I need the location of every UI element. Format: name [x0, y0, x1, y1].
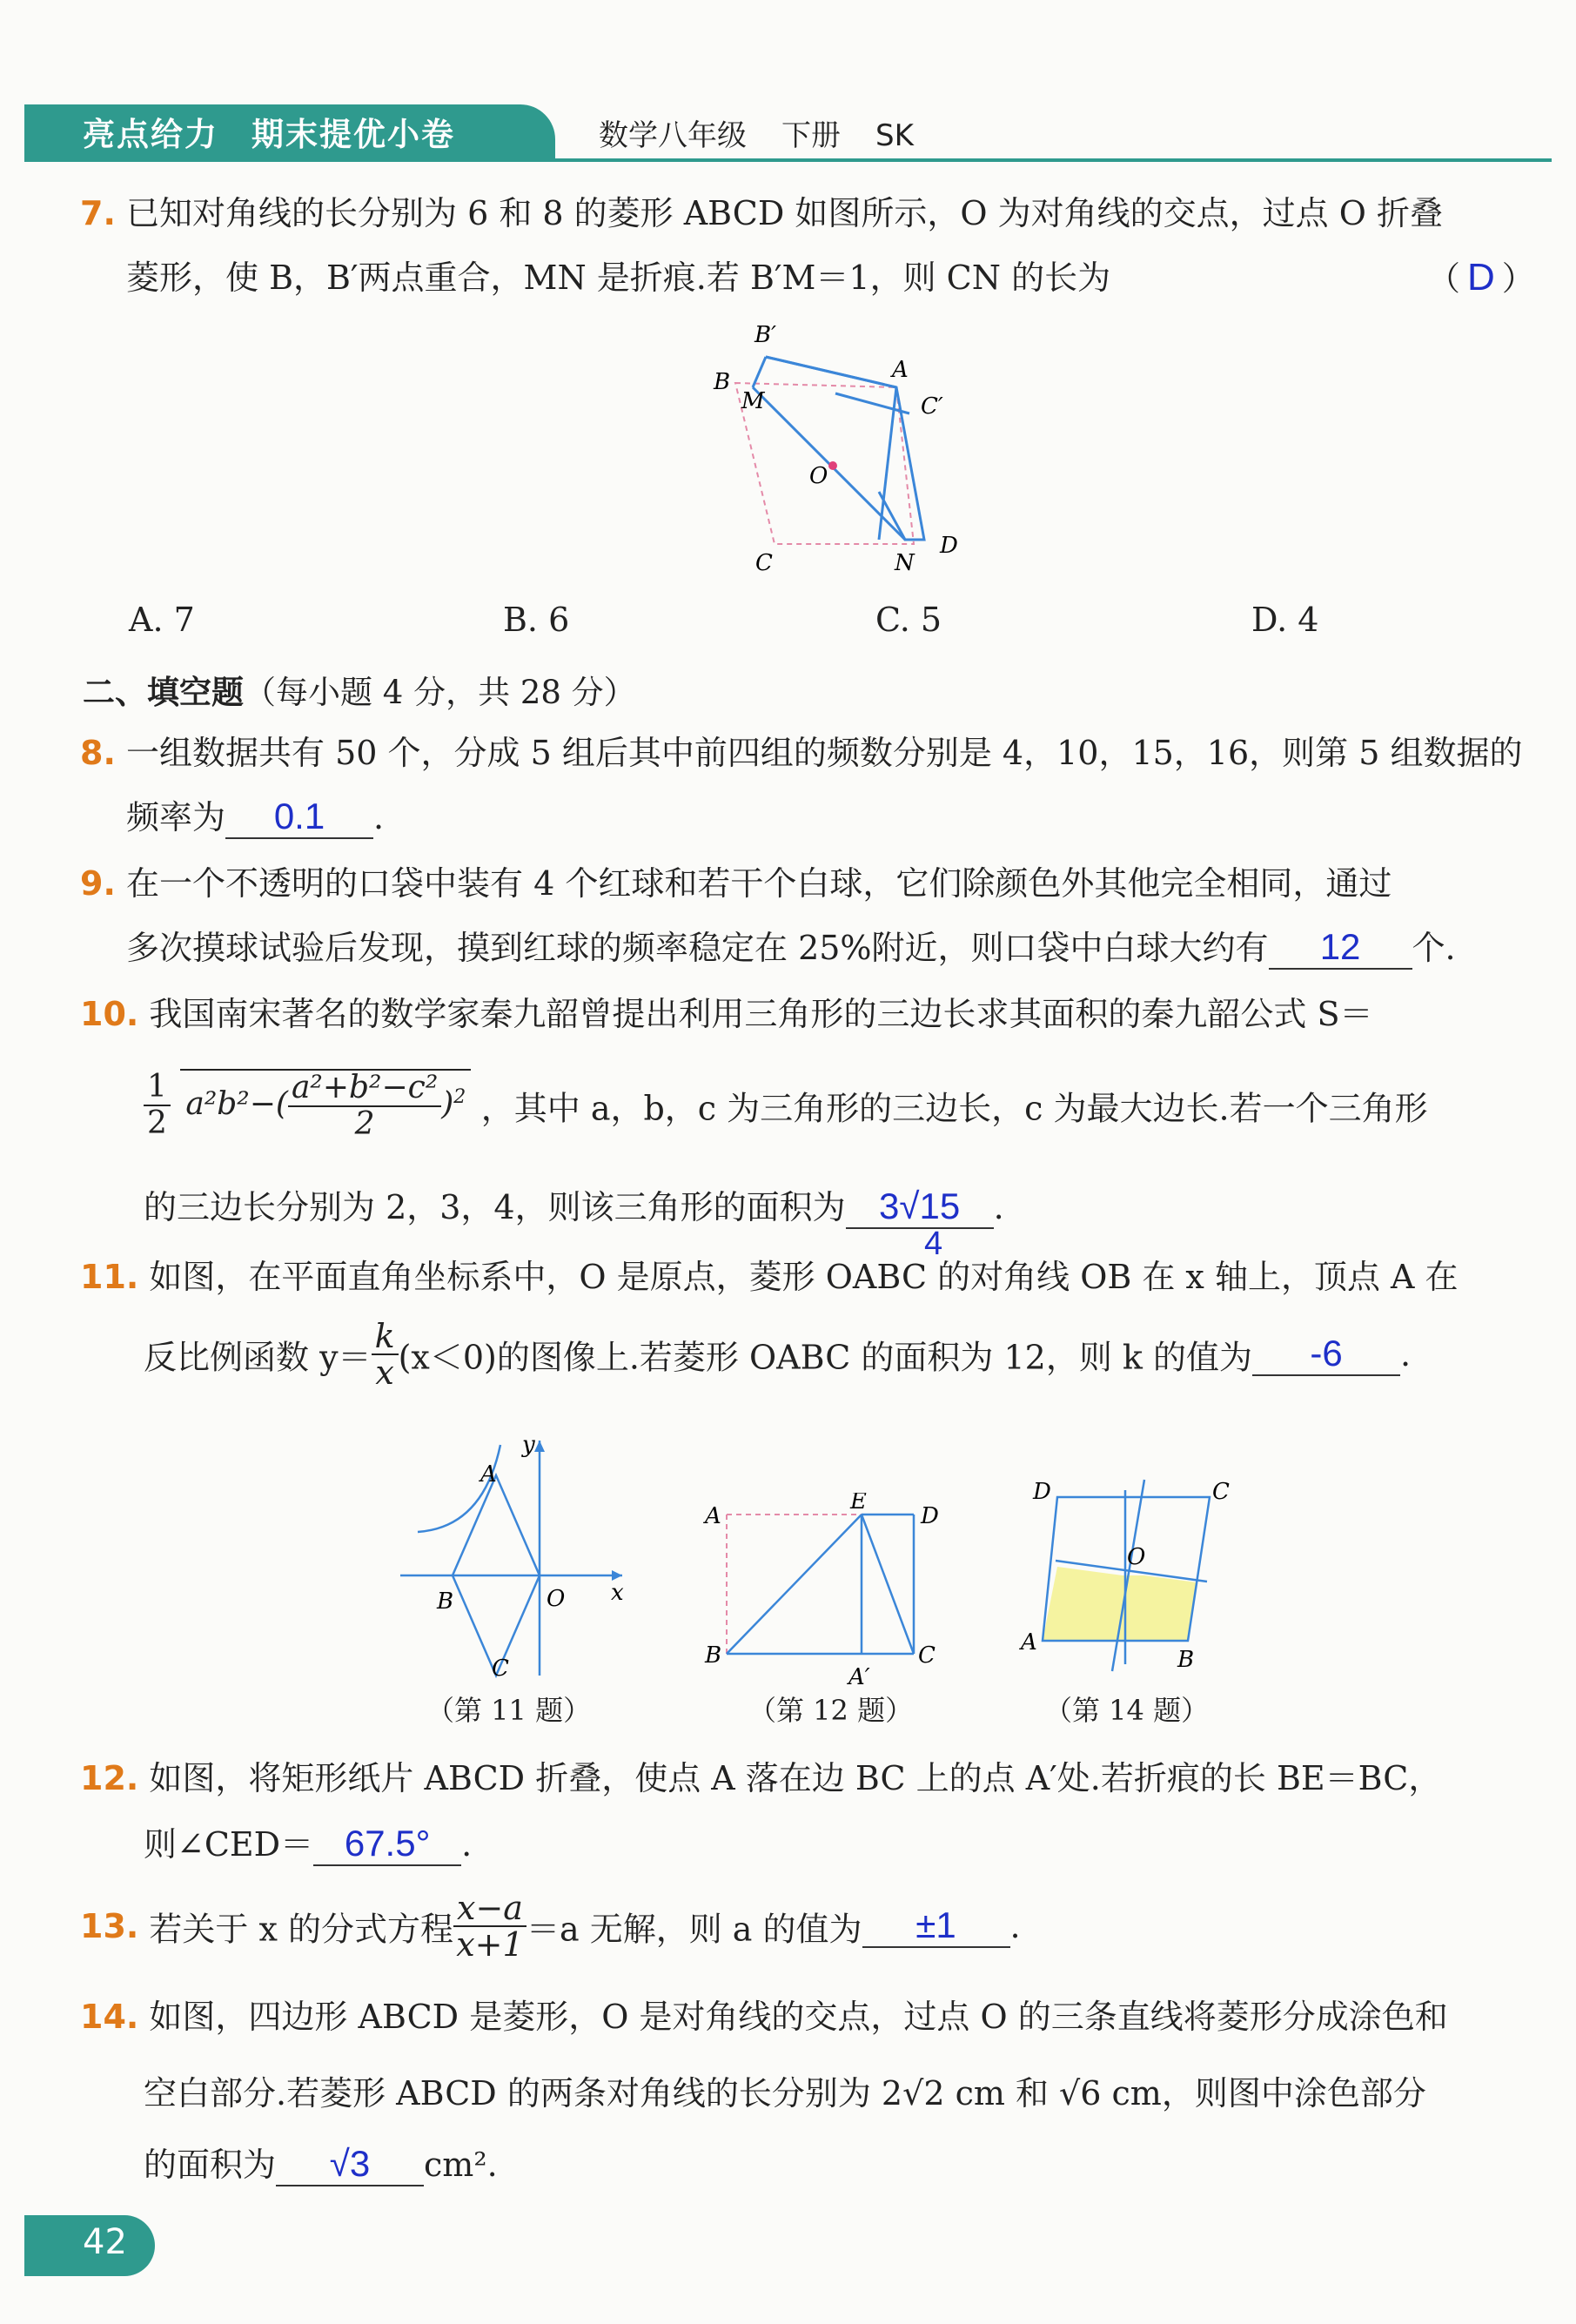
- header-edition: SK: [875, 118, 914, 153]
- q10-line1: 10. 我国南宋著名的数学家秦九韶曾提出利用三角形的三边长求其面积的秦九韶公式 S＝: [80, 995, 1373, 1033]
- fig11-label-b: B: [437, 1589, 454, 1615]
- q12-answer-blank[interactable]: 67.5°: [313, 1823, 461, 1866]
- header-title: [83, 108, 455, 155]
- q10-formula-line: [144, 1069, 1428, 1142]
- q9-line1: 9. 在一个不透明的口袋中装有 4 个红球和若干个白球，它们除颜色外其他完全相同，通过: [80, 864, 1392, 903]
- q7-label-c: C: [755, 550, 773, 576]
- fig12-crease-be: [727, 1515, 862, 1654]
- q8-number: 8.: [80, 734, 116, 772]
- q7-point-o: [828, 461, 837, 470]
- q10-formula-half: $\frac{1}{2}$: [144, 1070, 171, 1141]
- q9-number: 9.: [80, 864, 116, 903]
- q7-answer-paren: （ D ）: [1427, 256, 1535, 299]
- q10-line3: 的三边长分别为 2，3，4，则该三角形的面积为 3√15 .: [144, 1175, 1004, 1239]
- fig12-label-aprime: A′: [848, 1664, 870, 1689]
- q12-line2: 则∠CED＝ 67.5° .: [144, 1812, 472, 1877]
- q7-option-a[interactable]: A. 7: [129, 601, 195, 639]
- fig12-label-e: E: [850, 1493, 867, 1515]
- q7-folded-edges: [766, 357, 924, 540]
- q7-line2: 菱形，使 B，B′两点重合，MN 是折痕.若 B′M＝1，则 CN 的长为: [126, 259, 1111, 297]
- header-subtitle: [599, 111, 914, 154]
- fig12-label-c: C: [918, 1642, 936, 1669]
- q7-figure: [696, 318, 983, 583]
- fig11-caption: （第 11 题）: [426, 1694, 592, 1727]
- fig12: [701, 1493, 953, 1689]
- fig12-caption: （第 12 题）: [748, 1694, 914, 1727]
- q7-number: 7.: [80, 194, 116, 232]
- fig14-label-d: D: [1033, 1479, 1051, 1505]
- fig12-label-a: A: [705, 1503, 721, 1529]
- q7-line1: [80, 181, 1443, 245]
- header-series: 期末提优小卷: [251, 116, 455, 153]
- fig12-line-ec: [862, 1515, 914, 1654]
- q14-line2: 空白部分.若菱形 ABCD 的两条对角线的长分别为 2√2 cm 和 √6 cm，则图中涂色部分: [144, 2074, 1426, 2112]
- q11-answer-blank[interactable]: -6: [1252, 1333, 1400, 1376]
- q8-answer-blank[interactable]: 0.1: [225, 796, 373, 839]
- q8-line1: 8. 一组数据共有 50 个，分成 5 组后其中前四组的频数分别是 4，10，15，16，则第 5 组数据的: [80, 734, 1523, 772]
- q14-answer-blank[interactable]: √3: [276, 2143, 424, 2186]
- q7-text: 已知对角线的长分别为 6 和 8 的菱形 ABCD 如图所示，O 为对角线的交点，过点 O 折叠: [125, 194, 1443, 232]
- q13-number: 13.: [80, 1907, 139, 1945]
- q7-answer: D: [1467, 256, 1495, 299]
- q14-line1: 14. 如图，四边形 ABCD 是菱形，O 是对角线的交点，过点 O 的三条直线将菱形分成涂色和: [80, 1998, 1448, 2036]
- q12-line1: 12. 如图，将矩形纸片 ABCD 折叠，使点 A 落在边 BC 上的点 A′处.若折痕的长 BE＝BC，: [80, 1759, 1442, 1797]
- fig14-caption: （第 14 题）: [1044, 1694, 1210, 1727]
- fig12-label-b: B: [705, 1642, 722, 1669]
- page-number: 42: [83, 2222, 127, 2262]
- q9-line2: 多次摸球试验后发现，摸到红球的频率稳定在 25%附近，则口袋中白球大约有 12 个.: [126, 916, 1456, 980]
- q8-line2: 频率为 0.1 .: [126, 785, 384, 850]
- q7-label-cprime: C′: [921, 393, 943, 420]
- section-2-title: 二、填空题（每小题 4 分，共 28 分）: [83, 674, 636, 711]
- q7-option-d[interactable]: D. 4: [1251, 601, 1319, 639]
- fig12-label-d: D: [921, 1503, 939, 1529]
- fig11-label-y: y: [522, 1432, 535, 1458]
- fig11-label-x: x: [611, 1580, 624, 1606]
- q7-label-a: A: [892, 357, 909, 383]
- q13-answer-blank[interactable]: ±1: [862, 1904, 1010, 1948]
- q11-number: 11.: [80, 1258, 139, 1296]
- q11-line1: 11. 如图，在平面直角坐标系中，O 是原点，菱形 OABC 的对角线 OB 在 x 轴上，顶点 A 在: [80, 1258, 1459, 1296]
- fig11-hyperbola: [418, 1445, 500, 1532]
- fig11-label-c: C: [492, 1656, 509, 1682]
- q7-label-b: B: [714, 369, 731, 395]
- q7-option-b[interactable]: B. 6: [503, 601, 570, 639]
- header-subject: 数学八年级: [599, 118, 747, 153]
- q10-line2-text: ，其中 a，b，c 为三角形的三边长，c 为最大边长.若一个三角形: [480, 1089, 1428, 1128]
- q7-option-c[interactable]: C. 5: [875, 601, 942, 639]
- q7-label-d: D: [940, 533, 958, 559]
- q7-label-m: M: [741, 388, 765, 414]
- q10-answer-denominator: 4: [924, 1226, 943, 1262]
- fig11-label-a: A: [480, 1461, 497, 1488]
- q7-label-o: O: [809, 463, 828, 489]
- q13-line: 13. 若关于 x 的分式方程 $\frac{x-a}{x+1}$ ＝a 无解，则 a 的值为 ±1 .: [80, 1889, 1021, 1964]
- q12-number: 12.: [80, 1759, 139, 1797]
- q14-number: 14.: [80, 1998, 139, 2036]
- header-rule: [24, 158, 1552, 162]
- fig11-label-o: O: [547, 1586, 566, 1612]
- header-volume: 下册: [781, 118, 841, 153]
- fig14-label-o: O: [1127, 1544, 1146, 1570]
- fig11: [392, 1427, 635, 1689]
- q10-formula-sqrt: a²b²−( $\frac{\text{a²+b²−c²}}{2}$ )$^2$: [180, 1069, 471, 1142]
- q7-label-n: N: [895, 550, 915, 576]
- fig14-label-b: B: [1177, 1647, 1195, 1673]
- q11-line2: 反比例函数 y＝ $\frac{k}{x}$ (x＜0)的图像上.若菱形 OABC 的面积为 12，则 k 的值为 -6 .: [144, 1317, 1412, 1392]
- q9-answer-blank[interactable]: 12: [1269, 926, 1412, 970]
- q14-line3: 的面积为 √3 cm².: [144, 2133, 498, 2197]
- fig14-label-a: A: [1021, 1629, 1037, 1656]
- q7-label-bprime: B′: [754, 322, 777, 348]
- q10-number: 10.: [80, 995, 139, 1033]
- header-brand: 亮点给力: [83, 116, 218, 153]
- q10-answer-blank[interactable]: 3√15: [846, 1186, 994, 1229]
- fig14-label-c: C: [1212, 1479, 1230, 1505]
- fig14: [1014, 1471, 1257, 1689]
- q7-crease-mn: [753, 387, 905, 540]
